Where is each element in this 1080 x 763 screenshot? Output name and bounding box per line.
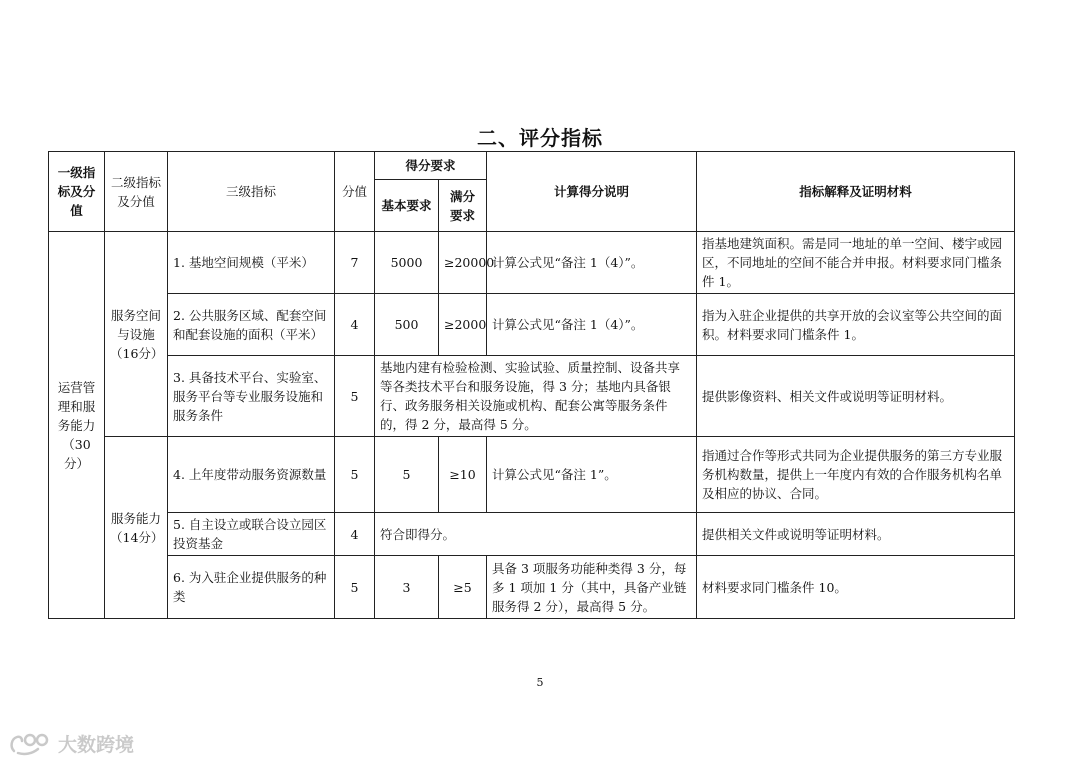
score-cell: 5 bbox=[335, 356, 375, 437]
level2-cell: 服务能力（14分） bbox=[105, 437, 168, 619]
indicator-cell: 3. 具备技术平台、实验室、服务平台等专业服务设施和服务条件 bbox=[168, 356, 335, 437]
merged-calc-cell: 基地内建有检验检测、实验试验、质量控制、设备共享等各类技术平台和服务设施，得 3 分；基地内具备银行、政务服务相关设施或机构、配套公寓等服务条件的，得 2 分，最高得 5 分。 bbox=[375, 356, 697, 437]
table-row bbox=[49, 556, 1015, 619]
level1-cell: 运营管理和服务能力（30分） bbox=[49, 232, 105, 619]
indicator-cell: 2. 公共服务区域、配套空间和配套设施的面积（平米） bbox=[168, 294, 335, 356]
calc-cell: 计算公式见“备注 1（4）”。 bbox=[487, 294, 697, 356]
merged-calc-cell: 符合即得分。 bbox=[375, 513, 697, 556]
explain-cell: 提供相关文件或说明等证明材料。 bbox=[697, 513, 1015, 556]
indicator-cell: 4. 上年度带动服务资源数量 bbox=[168, 437, 335, 513]
header-score: 分值 bbox=[335, 152, 375, 232]
watermark bbox=[8, 730, 134, 757]
full-cell: ≥2000 bbox=[439, 294, 487, 356]
basic-cell: 5 bbox=[375, 437, 439, 513]
score-cell: 4 bbox=[335, 294, 375, 356]
explain-cell: 指基地建筑面积。需是同一地址的单一空间、楼宇或园区，不同地址的空间不能合并申报。材料要求同门槛条件 1。 bbox=[697, 232, 1015, 294]
score-cell: 5 bbox=[335, 556, 375, 619]
header-full-requirement: 满分要求 bbox=[439, 180, 487, 232]
level2-cell: 服务空间与设施（16分） bbox=[105, 232, 168, 437]
score-cell: 4 bbox=[335, 513, 375, 556]
indicator-cell: 5. 自主设立或联合设立园区投资基金 bbox=[168, 513, 335, 556]
indicator-cell: 6. 为入驻企业提供服务的种类 bbox=[168, 556, 335, 619]
header-level3: 三级指标 bbox=[168, 152, 335, 232]
full-cell: ≥5 bbox=[439, 556, 487, 619]
page-title: 二、评分指标 bbox=[477, 126, 603, 150]
page-number: 5 bbox=[536, 676, 544, 689]
calc-cell: 计算公式见“备注 1”。 bbox=[487, 437, 697, 513]
header-level2: 二级指标及分值 bbox=[105, 152, 168, 232]
header-score-requirement: 得分要求 bbox=[375, 152, 487, 180]
basic-cell: 5000 bbox=[375, 232, 439, 294]
explain-cell: 指为入驻企业提供的共享开放的会议室等公共空间的面积。材料要求同门槛条件 1。 bbox=[697, 294, 1015, 356]
basic-cell: 3 bbox=[375, 556, 439, 619]
header-basic-requirement: 基本要求 bbox=[375, 180, 439, 232]
table-row bbox=[49, 513, 1015, 556]
calc-cell: 计算公式见“备注 1（4）”。 bbox=[487, 232, 697, 294]
score-cell: 5 bbox=[335, 437, 375, 513]
full-cell: ≥10 bbox=[439, 437, 487, 513]
indicator-cell: 1. 基地空间规模（平米） bbox=[168, 232, 335, 294]
header-explanation: 指标解释及证明材料 bbox=[697, 152, 1015, 232]
scoring-table bbox=[48, 151, 1015, 619]
table-row bbox=[49, 294, 1015, 356]
calc-cell: 具备 3 项服务功能种类得 3 分，每多 1 项加 1 分（其中，具备产业链服务得 2 分），最高得 5 分。 bbox=[487, 556, 697, 619]
explain-cell: 指通过合作等形式共同为企业提供服务的第三方专业服务机构数量，提供上一年度内有效的合作服务机构名单及相应的协议、合同。 bbox=[697, 437, 1015, 513]
header-level1: 一级指标及分值 bbox=[49, 152, 105, 232]
table-row bbox=[49, 437, 1015, 513]
explain-cell: 材料要求同门槛条件 10。 bbox=[697, 556, 1015, 619]
score-cell: 7 bbox=[335, 232, 375, 294]
basic-cell: 500 bbox=[375, 294, 439, 356]
full-cell: ≥20000 bbox=[439, 232, 487, 294]
table-row bbox=[49, 232, 1015, 294]
header-calculation: 计算得分说明 bbox=[487, 152, 697, 232]
explain-cell: 提供影像资料、相关文件或说明等证明材料。 bbox=[697, 356, 1015, 437]
brand-logo-icon bbox=[8, 731, 52, 757]
table-row bbox=[49, 356, 1015, 437]
header-row-1 bbox=[49, 152, 1015, 180]
watermark-text: 大数跨境 bbox=[58, 734, 135, 756]
